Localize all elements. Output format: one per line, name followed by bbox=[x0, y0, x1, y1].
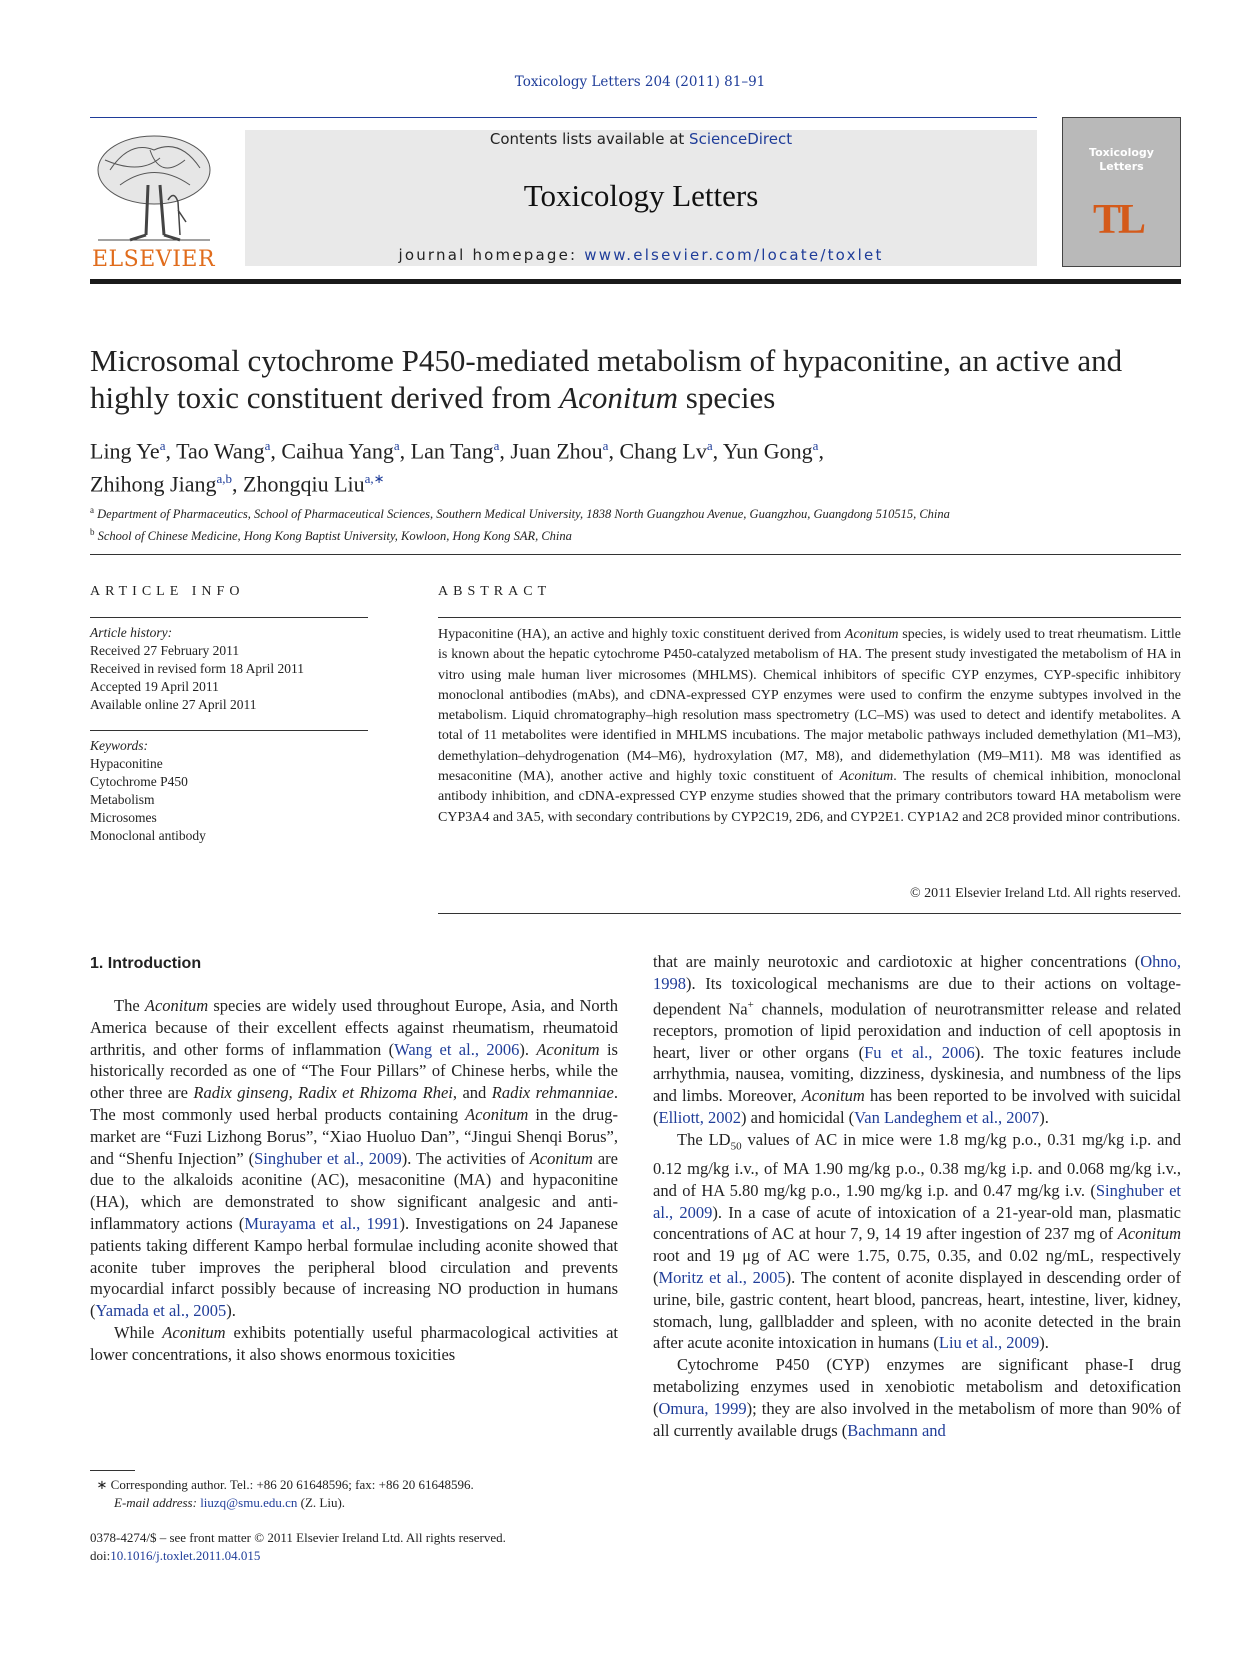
italic-text: Aconitum bbox=[465, 1104, 529, 1124]
author-affiliation-mark[interactable]: a bbox=[159, 438, 166, 453]
keyword: Cytochrome P450 bbox=[90, 774, 188, 789]
reference-link[interactable]: Wang et al., 2006 bbox=[394, 1039, 520, 1059]
journal-title: Toxicology Letters bbox=[523, 178, 759, 213]
reference-link[interactable]: Liu et al., 2009 bbox=[938, 1333, 1040, 1353]
italic-text: Aconitum bbox=[801, 1086, 865, 1106]
journal-cover-thumbnail[interactable] bbox=[1062, 117, 1181, 267]
email-link[interactable]: liuzq@smu.edu.cn bbox=[200, 1495, 298, 1510]
history-received: Received 27 February 2011 bbox=[90, 643, 240, 658]
journal-homepage-link[interactable]: www.elsevier.com/locate/toxlet bbox=[584, 246, 884, 264]
italic-text: Aconitum bbox=[1117, 1224, 1181, 1244]
journal-masthead bbox=[245, 130, 1037, 266]
section-rule bbox=[90, 554, 1181, 555]
history-accepted: Accepted 19 April 2011 bbox=[90, 679, 219, 694]
doi-line: doi:10.1016/j.toxlet.2011.04.015 bbox=[90, 1548, 261, 1563]
left-column bbox=[90, 995, 618, 1366]
journal-homepage-line: journal homepage: www.elsevier.com/locate/toxlet bbox=[398, 246, 884, 264]
journal-citation[interactable]: Toxicology Letters 204 (2011) 81–91 bbox=[514, 74, 766, 90]
keywords-block bbox=[90, 737, 370, 845]
abstract-rule bbox=[438, 617, 1181, 618]
italic-text: Aconitum bbox=[144, 996, 209, 1015]
reference-link[interactable]: Elliott, 2002 bbox=[658, 1108, 741, 1128]
intro-paragraph: The $LD_{50}$ values of AC in mice were 1.8 mg/kg p.o., 0.31 mg/kg i.p. and 0.12 mg/kg i.v., of MA 1.90 mg/kg p.o., 0.38 mg/kg i.p. and 0.068 mg/kg i.v., and of HA 5.80 mg/kg p.o., 1.90 mg/kg i.p. and 0.47 mg/kg i.v. (Singhuber et al., 2009). In a case of acute of intoxication of a 21-year-old man, plasmatic concentrations of AC at hour 7, 9, 14 19 after ingestion of 237 mg of Aconitum root and 19 μg of AC were 1.75, 0.75, 0.35, and 0.02 ng/mL, respectively (Moritz et al., 2005). The content of aconite displayed in descending order of urine, bile, gastric content, heart blood, pancreas, heart, intestine, liver, kidney, stomach, lung, gallbladder and spleen, with no aconite detected in the brain after acute aconite intoxication in humans (Liu et al., 2009). bbox=[653, 1129, 1182, 1353]
abstract-bottom-rule bbox=[438, 913, 1181, 914]
keyword: Metabolism bbox=[90, 792, 155, 807]
author-affiliation-mark[interactable]: a bbox=[393, 438, 400, 453]
header-rule bbox=[90, 117, 1037, 118]
reference-link[interactable]: Moritz et al., 2005 bbox=[658, 1267, 786, 1287]
elsevier-wordmark: ELSEVIER bbox=[92, 247, 216, 272]
keyword: Microsomes bbox=[90, 810, 157, 825]
article-title: Microsomal cytochrome P450-mediated metabolism of hypaconitine, an active and highly toxic constituent derived from Aconitum species bbox=[90, 343, 1123, 415]
masthead-rule bbox=[90, 279, 1181, 284]
affiliation-b: $^b$ School of Chinese Medicine, Hong Kong Baptist University, Kowloon, Hong Kong SAR, China bbox=[90, 527, 572, 544]
doi-link[interactable]: 10.1016/j.toxlet.2011.04.015 bbox=[110, 1548, 261, 1563]
introduction-heading: 1. Introduction bbox=[90, 955, 202, 972]
article-history bbox=[90, 624, 370, 714]
contents-available-line: Contents lists available at ScienceDirect bbox=[489, 130, 793, 148]
intro-paragraph: that are mainly neurotoxic and cardiotoxic at higher concentrations (Ohno, 1998). Its toxicological mechanisms are due to their actions on voltage-dependent Na+ channels, modulation of neurotransmitter release and related receptors, promotion of lipid peroxidation and induction of cell apoptosis in heart, liver or other organs (Fu et al., 2006). The toxic features include arrhythmia, nausea, vomiting, dizziness, dyskinesia, and numbness of the lips and limbs. Moreover, Aconitum has been reported to be involved with suicidal (Elliott, 2002) and homicidal (Van Landeghem et al., 2007). bbox=[653, 952, 1182, 1128]
author-name: Ling Ye bbox=[90, 438, 160, 464]
intro-paragraph: Cytochrome P450 (CYP) enzymes are significant phase-I drug metabolizing enzymes used in xenobiotic metabolism and detoxification (Omura, 1999); they are also involved in the metabolism of more than 90% of all currently available drugs (Bachmann and bbox=[653, 1355, 1181, 1440]
reference-link[interactable]: Singhuber et al., 2009 bbox=[653, 1180, 1181, 1222]
reference-link[interactable]: Yamada et al., 2005 bbox=[95, 1301, 227, 1321]
issn-line: 0378-4274/$ – see front matter © 2011 Elsevier Ireland Ltd. All rights reserved. bbox=[90, 1530, 506, 1545]
article-info-heading: ARTICLE INFO bbox=[90, 584, 245, 599]
author-affiliation-mark[interactable]: a bbox=[493, 438, 500, 453]
right-column bbox=[653, 951, 1181, 1441]
author-list: Ling Ye$^a$, Tao Wang$^a$, Caihua Yang$^a$, Lan Tang$^a$, Juan Zhou$^a$, Chang Lv$^a$, Yun Gong$^a$, Zhihong Jiang$^{a,b}$, Zhongqiu Liu$^{a,∗}$ bbox=[90, 438, 824, 497]
reference-link[interactable]: Ohno, 1998 bbox=[653, 952, 1181, 993]
italic-text: Aconitum bbox=[536, 1039, 600, 1059]
author-name: Tao Wang bbox=[176, 438, 265, 464]
italic-text: Radix ginseng, Radix et Rhizoma Rhei bbox=[193, 1083, 453, 1103]
author-affiliation-mark[interactable]: a bbox=[602, 438, 609, 453]
reference-link[interactable]: Van Landeghem et al., 2007 bbox=[854, 1108, 1040, 1128]
intro-paragraph: The Aconitum species are widely used throughout Europe, Asia, and North America because of their excellent effects against rheumatism, rheumatoid arthritis, and other forms of inflammation (Wang et al., 2006). Aconitum is historically recorded as one of “The Four Pillars” of Chinese herbs, while the other three are Radix ginseng, Radix et Rhizoma Rhei, and Radix rehmanniae. The most commonly used herbal products containing Aconitum in the drug-market are “Fuzi Lizhong Borus”, “Xiao Huoluo Dan”, “Jingui Shenqi Borus”, and “Shenfu Injection” (Singhuber et al., 2009). The activities of Aconitum are due to the alkaloids aconitine (AC), mesaconitine (MA) and hypaconitine (HA), which are demonstrated to show significant analgesic and anti-inflammatory actions (Murayama et al., 1991). Investigations on 24 Japanese patients taking different Kampo herbal formulae including aconite showed that aconite tuber improves the peripheral blood circulation and prevents myocardial infarct possibly because of increasing NO production in humans (Yamada et al., 2005). bbox=[90, 996, 619, 1321]
author-affiliation-mark[interactable]: a,∗ bbox=[364, 471, 385, 487]
author-name: Juan Zhou bbox=[510, 438, 603, 464]
author-affiliation-mark[interactable]: a,b bbox=[216, 471, 233, 487]
superscript: + bbox=[747, 998, 754, 1011]
author-affiliation-mark[interactable]: a bbox=[812, 438, 819, 453]
cover-mark: TL bbox=[1093, 197, 1144, 243]
italic-text: Aconitum bbox=[162, 1322, 226, 1342]
abstract-heading: ABSTRACT bbox=[438, 584, 552, 599]
front-matter bbox=[90, 1529, 690, 1565]
reference-link[interactable]: Fu et al., 2006 bbox=[864, 1042, 975, 1062]
italic-text: Radix rehmanniae bbox=[491, 1083, 614, 1103]
keyword: Hypaconitine bbox=[90, 756, 163, 771]
history-label: Article history: bbox=[90, 625, 173, 640]
author-affiliation-mark[interactable]: a bbox=[706, 438, 713, 453]
author-name: Lan Tang bbox=[410, 438, 494, 464]
reference-link[interactable]: Singhuber et al., 2009 bbox=[254, 1148, 402, 1168]
abstract-text: Hypaconitine (HA), an active and highly toxic constituent derived from Aconitum species, is widely used to treat rheumatism. Little is known about the hepatic cytochrome P450-catalyzed metabolism of HA. The present study investigated the metabolism of HA in vitro using male human liver microsomes (MHLMS). Chemical inhibitors of specific CYP enzymes, CYP-specific inhibitory monoclonal antibodies (mAbs), and cDNA-expressed CYP enzymes were used to confirm the enzyme subtypes involved in the metabolism. Liquid chromatography–high resolution mass spectrometry (LC–MS) was used to detect and identify metabolites. A total of 11 metabolites were identified in MHLMS incubations. The major metabolic pathways included demethylation (M1–M3), demethylation–dehydrogenation (M4–M6), hydroxylation (M7, M8), and didemethylation (M9–M11). M8 was identified as mesaconitine (MA), another active and highly toxic constituent of Aconitum. The results of chemical inhibition, monoclonal antibody inhibition, and cDNA-expressed CYP enzyme studies showed that the primary contributors toward HA metabolism were CYP3A4 and 3A5, with secondary contributions by CYP2C19, 2D6, and CYP2E1. CYP1A2 and 2C8 provided minor contributions. bbox=[438, 627, 1182, 825]
author-affiliation-mark[interactable]: a bbox=[264, 438, 271, 453]
author-name: Zhongqiu Liu bbox=[243, 471, 365, 497]
reference-link[interactable]: Bachmann and bbox=[847, 1420, 946, 1440]
footnote-rule bbox=[90, 1470, 135, 1471]
keywords-label: Keywords: bbox=[90, 738, 148, 753]
subscript: 50 bbox=[730, 1140, 742, 1153]
history-online: Available online 27 April 2011 bbox=[90, 697, 257, 712]
keywords-rule bbox=[90, 730, 368, 731]
abstract-copyright: © 2011 Elsevier Ireland Ltd. All rights reserved. bbox=[910, 886, 1181, 901]
keyword: Monoclonal antibody bbox=[90, 828, 206, 843]
article-info-rule bbox=[90, 617, 368, 618]
cover-title: Toxicology Letters bbox=[1089, 146, 1154, 173]
sciencedirect-link[interactable]: ScienceDirect bbox=[689, 130, 793, 148]
reference-link[interactable]: Murayama et al., 1991 bbox=[244, 1213, 400, 1233]
intro-paragraph: While Aconitum exhibits potentially useful pharmacological activities at lower concentrations, it also shows enormous toxicities bbox=[90, 1322, 618, 1364]
reference-link[interactable]: Omura, 1999 bbox=[658, 1398, 747, 1418]
author-name: Caihua Yang bbox=[281, 438, 394, 464]
author-name: Zhihong Jiang bbox=[90, 471, 217, 497]
corresponding-author-footnote: ∗ Corresponding author. Tel.: +86 20 61648596; fax: +86 20 61648596. E-mail address: liuzq@smu.edu.cn (Z. Liu). bbox=[96, 1477, 474, 1510]
author-name: Yun Gong bbox=[722, 438, 813, 464]
affiliation-a: $^a$ Department of Pharmaceutics, School of Pharmaceutical Sciences, Southern Medical University, 1838 North Guangzhou Avenue, Guangzhou, Guangdong 510515, China bbox=[90, 505, 950, 522]
author-name: Chang Lv bbox=[619, 438, 707, 464]
affiliations bbox=[90, 501, 1190, 545]
italic-text: Aconitum bbox=[529, 1148, 593, 1168]
history-revised: Received in revised form 18 April 2011 bbox=[90, 661, 304, 676]
